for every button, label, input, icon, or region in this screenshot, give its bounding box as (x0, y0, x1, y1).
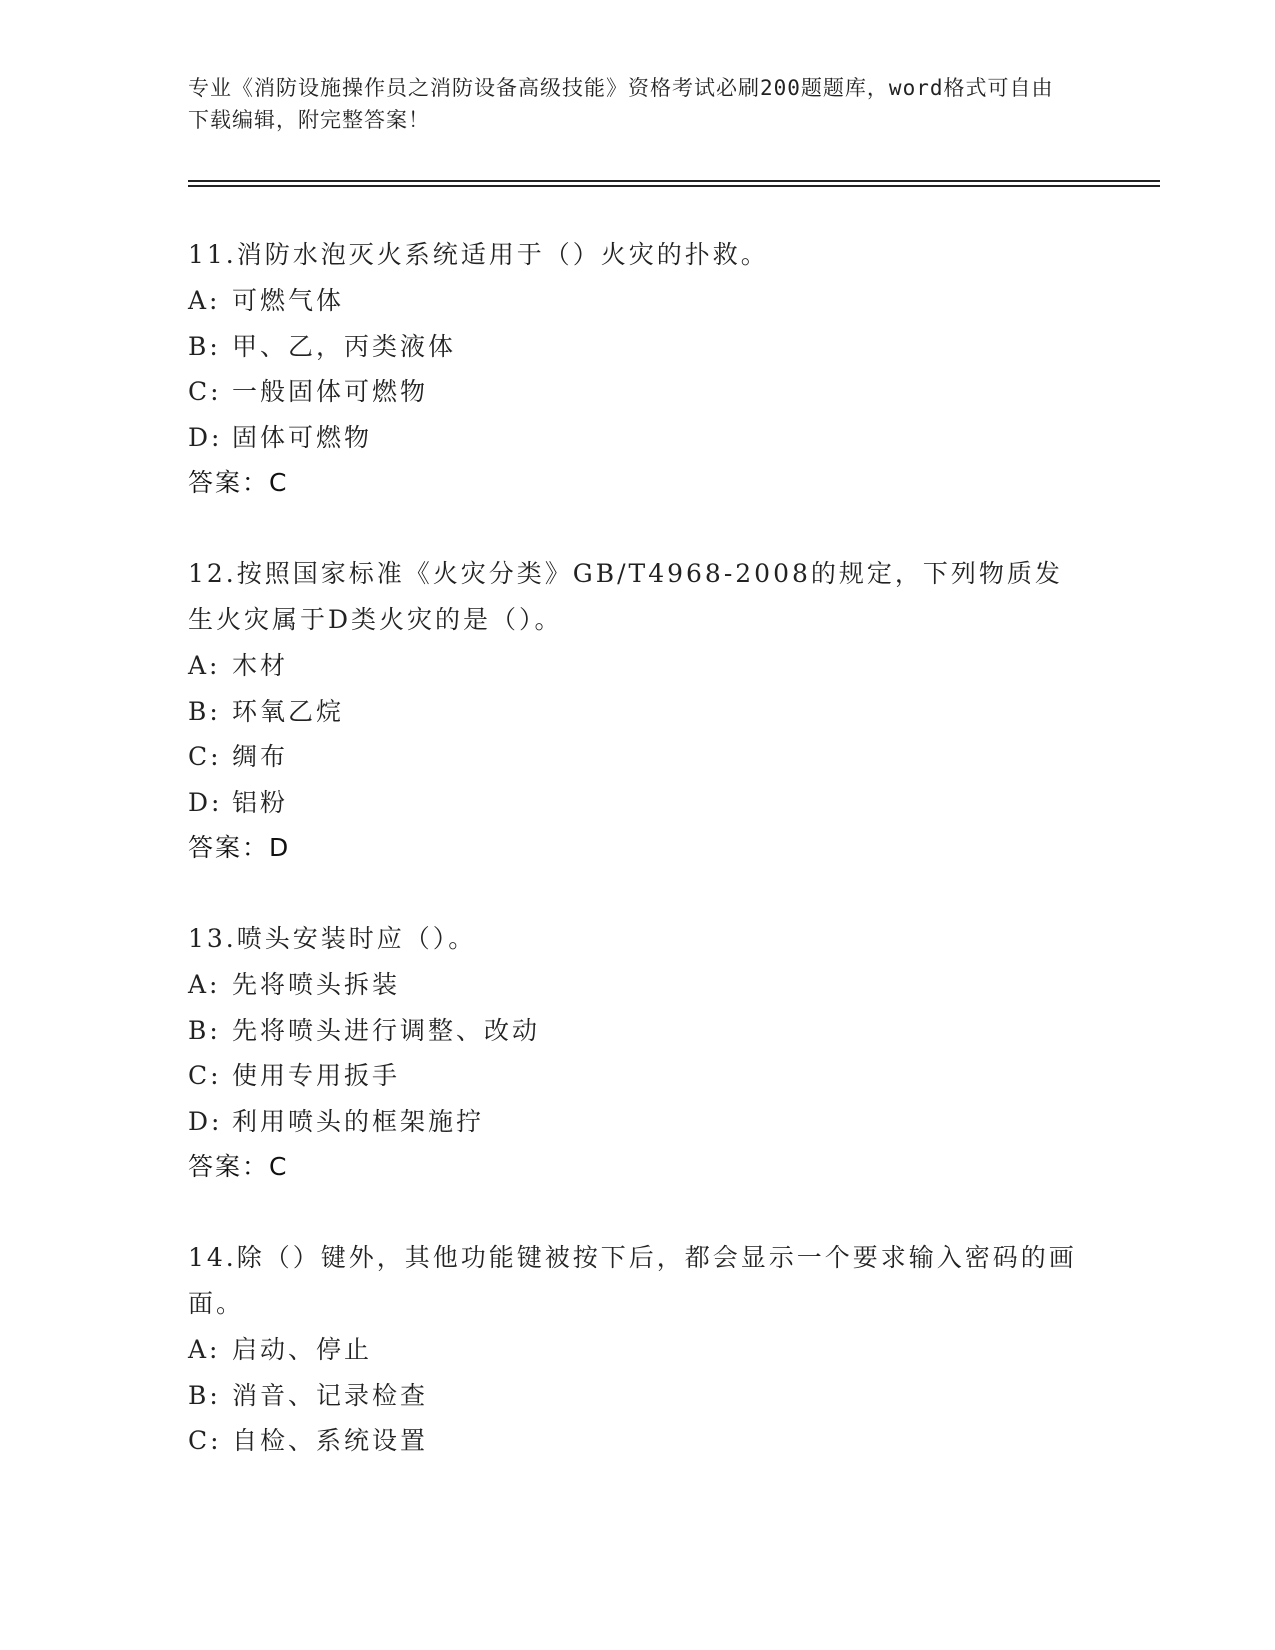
option-b (188, 324, 1088, 370)
option-key: B: (188, 331, 221, 361)
question-stem: 11.消防水泡灭火系统适用于（）火灾的扑救。 (188, 240, 769, 269)
option-key: C: (188, 1061, 222, 1090)
option-text: 先将喷头进行调整、改动 (232, 1015, 541, 1045)
option-text: 木材 (232, 651, 289, 680)
option-a (188, 1327, 1088, 1373)
question-stem: 12.按照国家标准《火灾分类》GB/T4968-2008的规定，下列物质发生火灾属于D类火灾的是（）。 (188, 559, 1063, 634)
option-b (188, 689, 1088, 735)
option-key: B: (188, 1380, 221, 1410)
question-12 (188, 551, 1088, 871)
option-key: A: (188, 651, 221, 680)
option-text: 环氧乙烷 (232, 696, 345, 726)
question-list (188, 232, 1088, 1509)
answer-line: 答案：C (188, 1152, 289, 1181)
option-key: A: (188, 970, 221, 999)
option-key: B: (188, 1015, 221, 1045)
option-d (188, 415, 1088, 461)
document-header: 专业《消防设施操作员之消防设备高级技能》资格考试必刷200题题库，word格式可自由下载编辑，附完整答案！ (188, 76, 1054, 132)
option-text: 启动、停止 (232, 1335, 373, 1364)
option-key: B: (188, 696, 221, 726)
option-text: 一般固体可燃物 (232, 377, 429, 406)
option-key: C: (188, 742, 222, 771)
option-c (188, 1053, 1088, 1099)
question-14 (188, 1235, 1088, 1464)
option-key: C: (188, 1426, 222, 1455)
header-divider-top (188, 180, 1160, 182)
option-text: 先将喷头拆装 (232, 970, 401, 999)
answer-line: 答案：C (188, 468, 289, 497)
option-key: D: (188, 787, 223, 817)
option-text: 固体可燃物 (232, 422, 373, 452)
option-c (188, 369, 1088, 415)
header-divider-bottom (188, 185, 1160, 187)
option-a (188, 643, 1088, 689)
answer-line: 答案：D (188, 833, 291, 862)
option-text: 铝粉 (232, 787, 289, 817)
option-text: 使用专用扳手 (232, 1061, 401, 1090)
question-stem: 13.喷头安装时应（）。 (188, 924, 477, 953)
option-key: C: (188, 377, 222, 406)
option-a (188, 962, 1088, 1008)
option-key: A: (188, 286, 221, 315)
option-key: D: (188, 1106, 223, 1136)
option-d (188, 1099, 1088, 1145)
option-text: 利用喷头的框架施拧 (232, 1106, 485, 1136)
option-b (188, 1373, 1088, 1419)
option-text: 甲、乙，丙类液体 (232, 331, 457, 361)
option-c (188, 1418, 1088, 1464)
option-text: 可燃气体 (232, 286, 345, 315)
option-text: 自检、系统设置 (232, 1426, 429, 1455)
question-13 (188, 916, 1088, 1190)
option-key: A: (188, 1335, 221, 1364)
option-d (188, 780, 1088, 826)
option-a (188, 278, 1088, 324)
question-11 (188, 232, 1088, 506)
option-b (188, 1008, 1088, 1054)
option-text: 绸布 (232, 742, 289, 771)
option-key: D: (188, 422, 223, 452)
option-text: 消音、记录检查 (232, 1380, 429, 1410)
question-stem: 14.除（）键外，其他功能键被按下后，都会显示一个要求输入密码的画面。 (188, 1243, 1077, 1318)
option-c (188, 734, 1088, 780)
